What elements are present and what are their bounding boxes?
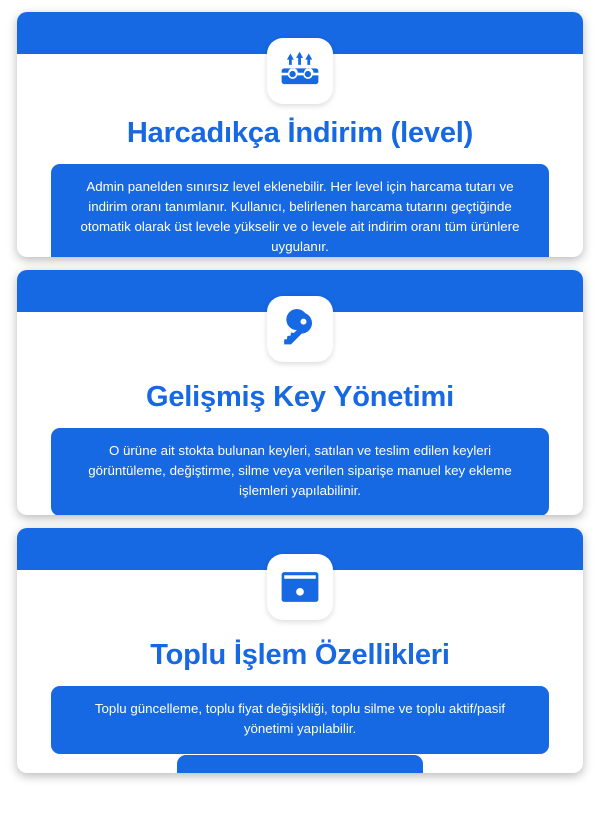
discount-arrows-icon — [267, 38, 333, 104]
card-description: Admin panelden sınırsız level eklenebilir. Her level için harcama tutarı ve indirim oranı tanımlanır. Kullanıcı, belirlenen harcama tutarını geçtiğinde otomatik olarak üst levele yükselir ve o levele ait indirim oranı tüm ürünlere uygulanır. — [51, 164, 549, 257]
card-description: O ürüne ait stokta bulunan keyleri, satılan ve teslim edilen keyleri görüntüleme, değiştirme, silme veya verilen siparişe manuel key ekleme işlemleri yapılabilinir. — [51, 428, 549, 515]
card-under-bar — [177, 755, 423, 773]
card-title: Harcadıkça İndirim (level) — [126, 117, 474, 149]
feature-card[interactable] — [17, 12, 583, 257]
feature-card[interactable] — [17, 270, 583, 515]
card-title: Toplu İşlem Özellikleri — [150, 639, 450, 671]
card-description: Toplu güncelleme, toplu fiyat değişikliği, toplu silme ve toplu aktif/pasif yönetimi yapılabilir. — [51, 686, 549, 754]
card-title: Gelişmiş Key Yönetimi — [146, 381, 454, 413]
key-icon — [267, 296, 333, 362]
browser-settings-icon — [267, 554, 333, 620]
feature-card[interactable] — [17, 528, 583, 773]
